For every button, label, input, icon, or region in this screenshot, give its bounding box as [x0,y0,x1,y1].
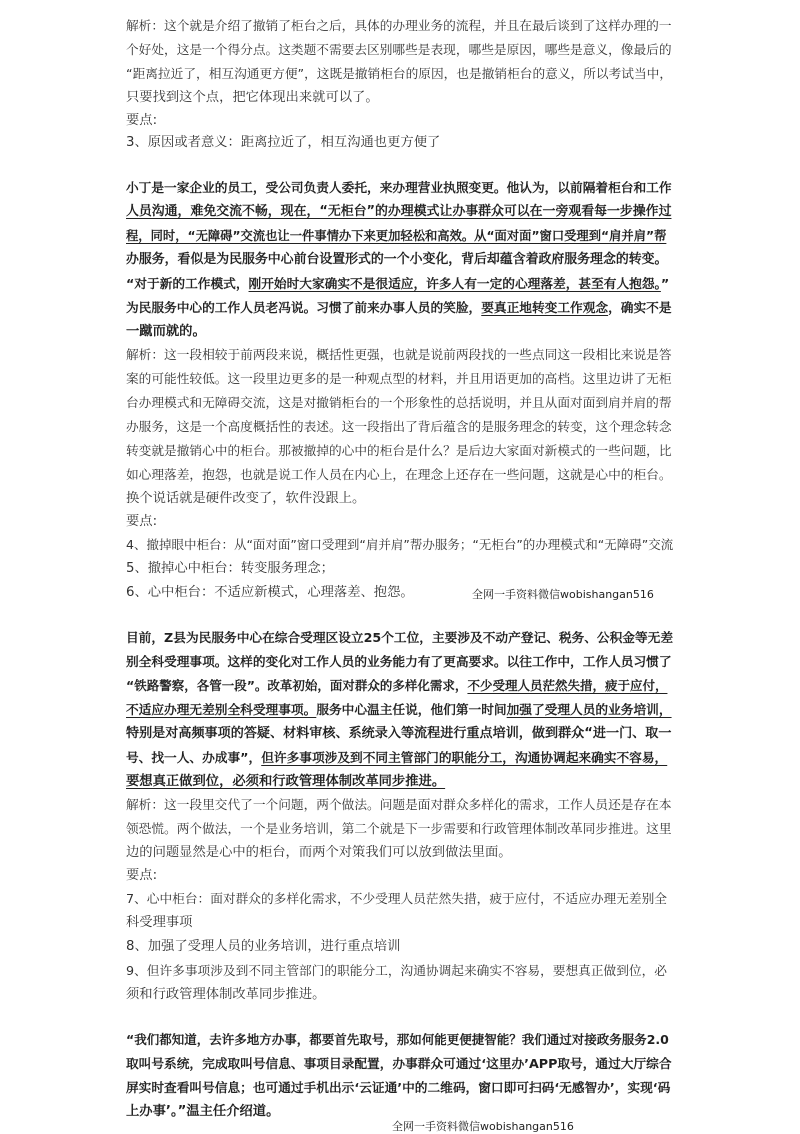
analysis-line: 解析：这一段里交代了一个问题，两个做法。问题是面对群众多样化的需求，工作人员还是存在本 [126,797,672,812]
points-label: 要点: [126,113,158,128]
analysis-line: 只要找到这个点，把它体现出来就可以了。 [126,90,379,105]
analysis-line: 个好处，这是一个得分点。这类题不需要去区别哪些是表现，哪些是原因，哪些是意义，像最后的 [126,42,672,57]
underlined-phrase: 刚开始时大家确实不是很适应，许多人有一定的心理落差，甚至有人抱怨。 [248,276,661,291]
analysis-line: 如心理落差，抱怨，也就是说工作人员在内心上，在理念上还存在一些问题，这就是心中的柜台。 [126,467,672,482]
analysis-line: 解析：这个就是介绍了撤销了柜台之后，具体的办理业务的流程，并且在最后谈到了这样办理的一 [126,18,672,33]
material-line: 为民服务中心的工作人员老冯说。习惯了前来办事人员的笑脸，要真正地转变工作观念，确实不是 [126,300,672,315]
point-item: 4、撤掉眼中柜台：从“面对面”窗口受理到“肩并肩”帮办服务；“无柜台”的办理模式和“无障碍”交流 [126,537,674,552]
material-line: “铁路警察，各管一段”。改革初始，面对群众的多样化需求，不少受理人员茫然失措，疲于应付， [126,678,668,693]
analysis-line: 换个说话就是硬件改变了，软件没跟上。 [126,491,366,506]
material-line: 人员沟通，难免交流不畅，现在，“无柜台”的办理模式让办事群众可以在一旁观看每一步操作过 [126,204,672,219]
point-item: 8、加强了受理人员的业务培训，进行重点培训 [126,939,401,954]
underlined-phrase: 但许多事项涉及到不同主管部门的职能分工，沟通协调起来确实不容易， [261,750,668,765]
material-line: 不适应办理无差别全科受理事项。服务中心温主任说，他们第一时间加强了受理人员的业务培训， [126,702,672,717]
material-line: 要想真正做到位，必须和行政管理体制改革同步推进。 [126,774,446,789]
analysis-line: 台办理模式和无障碍交流，这是对撤销柜台的一个形象性的总括说明，并且从面对面到肩并肩的帮 [126,395,672,410]
analysis-line: 案的可能性较低。这一段里边更多的是一种观点型的材料，并且用语更加的高档。这里边讲了无柜 [126,371,672,386]
material-line: 一蹴而就的。 [126,324,206,339]
points-label: 要点: [126,868,158,883]
point-item: 科受理事项 [126,915,193,930]
point-item: 7、心中柜台：面对群众的多样化需求，不少受理人员茫然失措，疲于应付，不适应办理无差别全 [126,891,667,906]
material-line: “对于新的工作模式，刚开始时大家确实不是很适应，许多人有一定的心理落差，甚至有人抱怨。” [126,276,670,291]
underlined-phrase: 不适应办理无差别全科受理事项。 [126,702,317,717]
analysis-line: 办服务，这是一个高度概括性的表述。这一段指出了背后蕴含的是服务理念的转变，这个理念转念 [126,419,672,434]
underlined-phrase: 加强了受理人员的业务培训， [506,702,672,717]
analysis-line: 解析：这一段相较于前两段来说，概括性更强，也就是说前两段找的一些点同这一段相比来说是答 [126,347,672,362]
material-line: 特别是对高频事项的答疑、材料审核、系统录入等流程进行重点培训，做到群众“进一门、取一 [126,726,672,741]
footer-watermark: 全网一手资料微信wobishangan516 [392,1120,574,1133]
point-item: 须和行政管理体制改革同步推进。 [126,987,326,1002]
point-item: 6、心中柜台：不适应新模式，心理落差、抱怨。 [126,585,414,600]
analysis-line: 领恐慌。两个做法，一个是业务培训，第二个就是下一步需要和行政管理体制改革同步推进。这里 [126,821,672,836]
point-item: 5、撤掉心中柜台：转变服务理念； [126,561,334,576]
material-line: 办服务，看似是为民服务中心前台设置形式的一个小变化，背后却蕴含着政府服务理念的转变。 [126,252,668,267]
material-line: 号、找一人、办成事”，但许多事项涉及到不同主管部门的职能分工，沟通协调起来确实不容易， [126,750,668,765]
material-line: 屏实时查看叫号信息；也可通过手机出示‘云证通’中的二维码，窗口即可扫码‘无感智办’，实现‘码 [126,1080,671,1095]
material-line: 上办事’。”温主任介绍道。 [126,1104,280,1119]
material-line: “我们都知道，去许多地方办事，都要首先取号，那如何能更便捷智能？我们通过对接政务服务2.0 [126,1032,669,1047]
material-line: 取叫号系统，完成取叫号信息、事项目录配置，办事群众可通过‘这里办’APP取号，通过大厅综合 [126,1056,672,1071]
material-line: 程，同时，“无障碍”交流也让一件事情办下来更加轻松和高效。从“面对面”窗口受理到“肩并肩”帮 [126,229,667,243]
watermark: 全网一手资料微信wobishangan516 [472,588,654,601]
point-item: 3、原因或者意义：距离拉近了，相互沟通也更方便了 [126,135,441,150]
point-item: 9、但许多事项涉及到不同主管部门的职能分工，沟通协调起来确实不容易，要想真正做到位，必 [126,963,667,978]
analysis-line: 转变就是撤销心中的柜台。那被撤掉的心中的柜台是什么？是后边大家面对新模式的一些问题，比 [126,443,672,458]
material-line: 小丁是一家企业的员工，受公司负责人委托，来办理营业执照变更。他认为，以前隔着柜台和工作 [126,180,672,195]
analysis-line: 边的问题显然是心中的柜台，而两个对策我们可以放到做法里面。 [126,845,512,860]
points-label: 要点: [126,514,158,529]
underlined-phrase: 要真正地转变工作观念 [481,300,609,315]
analysis-line: “距离拉近了，相互沟通更方便”，这既是撤销柜台的原因，也是撤销柜台的意义，所以考试当中， [126,66,673,81]
underlined-phrase: 不少受理人员茫然失措，疲于应付， [467,678,668,693]
material-line: 别全科受理事项。这样的变化对工作人员的业务能力有了更高要求。以往工作中，工作人员习惯了 [126,654,672,669]
material-line: 目前，Z县为民服务中心在综合受理区设立25个工位，主要涉及不动产登记、税务、公积金等无差 [126,630,674,645]
